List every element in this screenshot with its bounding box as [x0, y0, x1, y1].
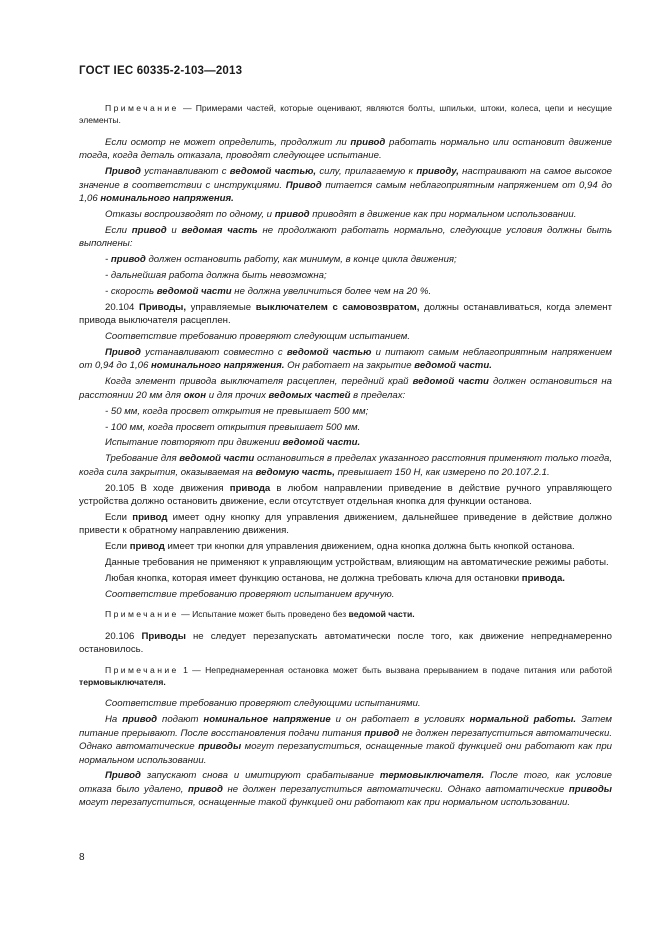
body-paragraph: [79, 224, 612, 251]
body-paragraph: [79, 452, 612, 479]
bold-term: Приводы,: [138, 301, 187, 313]
text-run: силу, прилагаемую к: [316, 166, 417, 178]
bold-term: привода.: [521, 573, 565, 585]
bold-term: Привод: [105, 770, 141, 782]
text-run: Если: [105, 511, 133, 523]
text-run: в пределах:: [350, 389, 406, 401]
text-run: Соответствие требованию проверяют испытанием вручную.: [105, 589, 395, 600]
text-run: — Примерами частей, которые оценивают, являются болты, шпильки, штоки, колеса, цепи и несущие элементы.: [79, 103, 612, 126]
bold-term: привод: [350, 136, 386, 148]
body-paragraph: [79, 253, 612, 266]
bold-term: привод: [110, 254, 146, 266]
text-run: не должен перезапуститься автоматически. Однако автоматические: [79, 727, 612, 753]
text-run: Требование для: [105, 453, 180, 465]
text-run: 20.105 В ходе движения: [105, 482, 230, 494]
bold-term: номинального напряжения.: [100, 192, 234, 204]
bold-term: ведомой частью: [286, 347, 372, 358]
bold-term: привод: [131, 224, 167, 236]
text-run: Соответствие требованию проверяют следующими испытаниями.: [105, 698, 421, 710]
text-run: питается самым неблагоприятным напряжением от 0,94 до 1,06: [79, 179, 612, 204]
note-paragraph: [79, 664, 612, 689]
text-run: Соответствие требованию проверяют следующим испытанием.: [105, 331, 411, 343]
text-run: могут перезапуститься, оснащенные такой функцией они работают как при нормальном использовании.: [79, 741, 612, 766]
text-run: приводят в движение как при нормальном использовании.: [309, 208, 577, 220]
bold-term: приводы: [198, 741, 242, 753]
bold-term: приводу,: [416, 166, 459, 178]
bold-term: Привод: [285, 179, 322, 191]
text-run: запускают снова и имитируют срабатывание: [140, 770, 380, 782]
bold-term: ведомых частей: [268, 389, 351, 401]
body-paragraph: [79, 556, 612, 569]
bold-term: ведомой части: [179, 453, 255, 465]
note-paragraph: [79, 608, 612, 620]
text-run: не следует перезапускать автоматически после того, как движение непреднамеренно остановилось.: [79, 630, 612, 656]
text-run: Если: [105, 541, 130, 553]
bold-term: ведомой части: [156, 285, 232, 297]
text-run: - дальнейшая работа должна быть невозможна;: [105, 269, 327, 281]
body-paragraph: [79, 136, 612, 163]
page-number: 8: [79, 852, 85, 863]
body-paragraph: [79, 482, 612, 509]
body-paragraph: [79, 436, 612, 449]
body-paragraph: [79, 405, 612, 418]
body-paragraph: [79, 769, 612, 809]
body-paragraph: [79, 511, 612, 538]
text-run: не должна увеличиться более чем на 20 %.: [231, 285, 432, 297]
text-run: настраивают на самое высокое значение в соответствии с инструкциями.: [79, 166, 612, 191]
bold-term: привод: [274, 208, 310, 220]
bold-term: привод: [132, 511, 168, 523]
text-run: На: [105, 714, 123, 726]
bold-term: ведомой части.: [348, 609, 415, 620]
bold-term: нормальной работы.: [469, 714, 577, 726]
text-run: Отказы воспроизводят по одному, и: [105, 208, 275, 220]
bold-term: выключателем с самовозвратом,: [255, 301, 420, 313]
text-run: работать нормально или остановит движение тогда, когда деталь отказала, проводят следующее испытание.: [79, 136, 612, 162]
text-run: Затем питание прерывают. После восстановления подачи питания: [79, 714, 612, 739]
bold-term: Привод: [105, 166, 141, 178]
body-paragraph: [79, 713, 612, 767]
bold-term: привод: [129, 541, 165, 553]
text-run: Когда элемент привода выключателя расцеплен, передний край: [105, 376, 413, 388]
text-run: и: [166, 224, 182, 236]
text-run: устанавливают совместно с: [140, 347, 287, 358]
text-run: -: [105, 254, 111, 266]
text-run: не должен перезапуститься автоматически. Однако автоматические: [222, 783, 569, 795]
text-run: — Испытание может быть проведено без: [181, 609, 349, 620]
body-paragraph: [79, 208, 612, 221]
bold-term: привод: [364, 727, 400, 739]
text-run: остановиться в пределах указанного расстояния применяют только тогда, когда сила закрытия, оказываемая на: [79, 453, 613, 478]
note-label: Примечание: [105, 664, 179, 675]
body-paragraph: [79, 285, 612, 298]
text-run: - скорость: [105, 285, 157, 297]
text-run: должен остановиться на расстоянии 20 мм для: [79, 376, 612, 401]
body-paragraph: [79, 421, 612, 434]
bold-term: приводы: [568, 783, 612, 795]
text-run: Если: [105, 224, 132, 236]
bold-term: термовыключателя.: [79, 677, 166, 688]
document-body: [79, 95, 612, 812]
text-run: 20.104: [105, 301, 139, 313]
text-run: Данные требования не применяют к управляющим устройствам, влияющим на автоматические режимы работы.: [105, 557, 609, 569]
body-paragraph: [79, 540, 612, 553]
document-header: ГОСТ IEC 60335-2-103—2013: [79, 65, 243, 77]
body-paragraph: [79, 165, 612, 205]
body-paragraph: [79, 330, 612, 343]
text-run: Он работает на закрытие: [284, 360, 415, 372]
bold-term: привод: [122, 714, 158, 726]
text-run: и питают самым неблагоприятным напряжением от 0,94 до 1,06: [79, 347, 612, 372]
bold-term: ведомой части: [412, 376, 489, 388]
text-run: управляемые: [186, 301, 256, 313]
bold-term: ведомую часть,: [255, 466, 335, 478]
bold-term: ведомой частью,: [229, 166, 317, 178]
text-run: - 50 мм, когда просвет открытия не превышает 500 мм;: [105, 405, 369, 417]
text-run: 20.106: [105, 630, 142, 642]
text-run: имеет три кнопки для управления движением, одна кнопка должна быть кнопкой останова.: [164, 541, 575, 553]
bold-term: ведомая часть: [181, 224, 258, 236]
bold-term: окон: [183, 389, 207, 401]
text-run: Любая кнопка, которая имеет функцию останова, не должна требовать ключа для остановки: [105, 573, 522, 585]
text-run: подают: [157, 714, 204, 726]
text-run: Если осмотр не может определить, продолжит ли: [105, 136, 351, 148]
text-run: Испытание повторяют при движении: [105, 437, 283, 449]
note-paragraph: [79, 102, 612, 127]
bold-term: ведомой части.: [282, 437, 361, 449]
body-paragraph: [79, 346, 612, 373]
bold-term: Приводы: [141, 630, 186, 642]
bold-term: Привод: [105, 347, 141, 358]
body-paragraph: [79, 630, 612, 657]
bold-term: номинальное напряжение: [203, 714, 331, 726]
text-run: После того, как условие отказа было удалено,: [79, 770, 612, 795]
body-paragraph: [79, 269, 612, 282]
text-run: 1 — Непреднамеренная остановка может быть вызвана прерыванием в подаче питания или работой: [183, 664, 612, 675]
note-label: Примечание: [105, 609, 179, 620]
text-run: не продолжают работать нормально, следующие условия должны быть выполнены:: [79, 224, 613, 250]
note-label: Примечание: [105, 103, 179, 113]
body-paragraph: [79, 588, 612, 601]
body-paragraph: [79, 301, 612, 328]
text-run: и для прочих: [206, 389, 269, 401]
bold-term: ведомой части.: [414, 360, 492, 372]
text-run: должны останавливаться, когда элемент привода выключателя расцеплен.: [79, 301, 612, 327]
body-paragraph: [79, 375, 612, 402]
text-run: и он работает в условиях: [330, 714, 470, 726]
bold-term: привод: [187, 783, 223, 795]
text-run: в любом направлении приведение в действие ручного управляющего устройства должно остановить движение, если отсутствует отдельная кнопка для функции останова.: [79, 482, 613, 508]
bold-term: привода: [229, 482, 271, 494]
text-run: - 100 мм, когда просвет открытия превышает 500 мм.: [105, 421, 361, 433]
text-run: устанавливают с: [140, 166, 230, 178]
text-run: могут перезапуститься, оснащенные такой функцией они работают как при нормальном использовании.: [79, 797, 571, 809]
body-paragraph: [79, 572, 612, 585]
bold-term: термовыключателя.: [379, 770, 485, 782]
body-paragraph: [79, 697, 612, 710]
text-run: превышает 150 Н, как измерено по 20.107.2.1.: [334, 466, 550, 478]
text-run: должен остановить работу, как минимум, в конце цикла движения;: [145, 254, 457, 266]
text-run: имеет одну кнопку для управления движением, дальнейшее приведение в действие должно привести к обратному направлению движения.: [79, 511, 612, 537]
bold-term: номинального напряжения.: [150, 360, 285, 372]
